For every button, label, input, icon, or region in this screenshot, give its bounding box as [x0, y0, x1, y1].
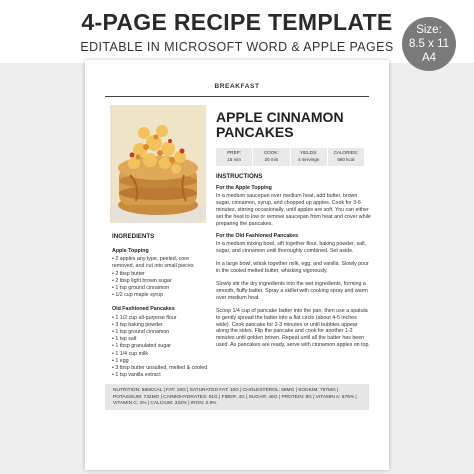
- meta-label: PREP:: [227, 150, 242, 155]
- instructions-body: [216, 185, 372, 355]
- instruction-step: Scoop 1/4 cup of pancake batter into the pan, then use a spatula to gently spread the batter into a flat circle (about 4-5 inches wide). Cook pancake for 2-3 minutes or until bubbles appear along the sides. Flip the pancake and cook for another 1-2 minutes until golden brown. Repeat until all the batter has been used. As pancakes are ready, serve with cinnamon apples on top.: [216, 307, 370, 349]
- instruction-step: In a medium mixing bowl, sift together flour, baking powder, salt, sugar, and cinnamon until thoroughly combined. Set aside.: [216, 241, 367, 255]
- list-item: • 1 tsp ground cinnamon: [112, 285, 170, 292]
- meta-value: 560 kcal: [337, 156, 355, 162]
- meta-cook: [253, 148, 290, 166]
- recipe-title: APPLE CINNAMON PANCAKES: [216, 109, 344, 140]
- meta-value: 20 min: [264, 156, 279, 162]
- ingredients-heading: INGREDIENTS: [112, 233, 155, 240]
- meta-yields: [291, 148, 328, 166]
- topping-ingredients: [112, 256, 208, 299]
- list-item: • 2 tbsp light brown sugar: [112, 277, 172, 284]
- meta-label: COOK:: [263, 150, 279, 155]
- recipe-meta-table: [216, 148, 364, 166]
- list-item: • 1/2 cup maple syrup: [112, 292, 164, 299]
- page-headline: 4-PAGE RECIPE TEMPLATE: [81, 9, 393, 35]
- list-item: • 1 egg: [112, 357, 129, 364]
- category-label: BREAKFAST: [105, 83, 369, 97]
- nutrition-panel: NUTRITION: 560KCAL | FAT: 18G | SATURATED FAT: 10G | CHOLESTEROL: 86MG | SODIUM: 767MG | POTASSIUM: 732MG | CARBOHYDRATES: 91G | FIBER: 4G | SUGAR: 46G | PROTEIN: 9G | VITAMIN A: 675% | VITAMIN C: 4% | CALCIUM: 332% | IRON: 2.9%: [105, 384, 369, 410]
- instructions-subheading: For the Apple Topping: [216, 185, 272, 191]
- pancake-ingredients: [112, 315, 208, 380]
- ingredients-list: [112, 248, 208, 386]
- ingredients-subheading: Apple Topping: [112, 248, 149, 254]
- size-badge-line: Size:: [416, 24, 442, 36]
- list-item: • 1 tbsp granulated sugar: [112, 343, 171, 350]
- size-badge-line: 8.5 x 11: [408, 38, 450, 50]
- size-badge-line: A4: [421, 52, 437, 64]
- list-item: • 1 1/4 cup milk: [112, 350, 149, 357]
- list-item: • 1 1/2 cup all-purpose flour: [112, 314, 177, 321]
- list-item: • 1 tsp vanilla extract: [112, 372, 161, 379]
- list-item: • 1 tsp ground cinnamon: [112, 329, 170, 336]
- list-item: • 1 tsp salt: [112, 336, 137, 343]
- instruction-step: In a medium saucepan over medium heat, add butter, brown sugar, cinnamon, syrup, and chopped up apples. Cook for 3-6 minutes, stirring occasionally, until apples are soft. You can either set the heat to low or remove saucepan from heat and cover while preparing the pancakes.: [216, 192, 371, 227]
- meta-calories: [328, 148, 364, 166]
- meta-prep: [216, 148, 253, 166]
- instructions-subheading: For the Old Fashioned Pancakes: [216, 233, 299, 240]
- meta-label: CALORIES:: [333, 150, 359, 155]
- instructions-heading: INSTRUCTIONS: [216, 173, 263, 180]
- list-item: • 3 tsp baking powder: [112, 321, 163, 328]
- pancake-photo: [110, 105, 206, 223]
- recipe-sheet: [85, 60, 389, 470]
- list-item: • 2 apples any type, peeled, core removed, and cut into small pieces: [112, 256, 194, 270]
- instruction-step: In a large bowl, whisk together milk, egg, and vanilla. Slowly pour in the cooled melted butter, whisking vigorously.: [216, 261, 369, 275]
- meta-value: 15 min: [227, 156, 242, 162]
- meta-label: YIELDS:: [299, 150, 318, 155]
- list-item: • 3 tbsp butter unsalted, melted & cooled: [112, 365, 208, 372]
- page-subline: EDITABLE IN MICROSOFT WORD & APPLE PAGES: [80, 40, 394, 54]
- list-item: • 2 tbsp butter: [112, 270, 145, 277]
- meta-value: 4 servings: [298, 156, 320, 162]
- ingredients-subheading: Old Fashioned Pancakes: [112, 306, 175, 313]
- size-badge: [402, 17, 456, 71]
- instruction-step: Slowly stir the dry ingredients into the wet ingredients, forming a smooth, fluffy batter. Spray a skillet with cooking spray and warm over medium heat.: [216, 280, 368, 301]
